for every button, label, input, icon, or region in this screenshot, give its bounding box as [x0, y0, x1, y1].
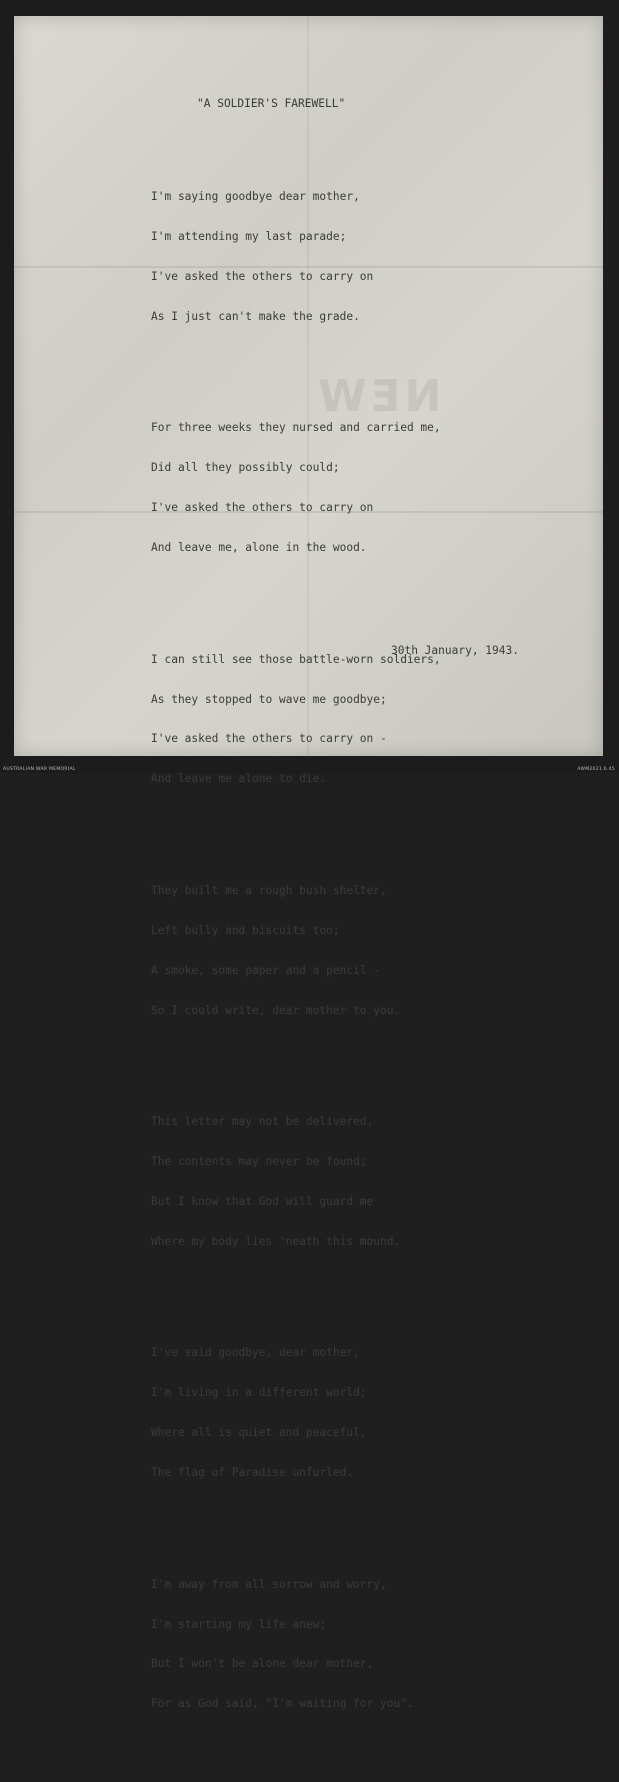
archive-caption-right: AWM2021.6.45	[577, 767, 615, 772]
archive-caption-left: AUSTRALIAN WAR MEMORIAL	[3, 767, 76, 772]
stanza	[151, 1320, 441, 1506]
poem-line: They built me a rough bush shelter,	[151, 883, 387, 897]
poem-line: I'm saying goodbye dear mother,	[151, 190, 360, 204]
poem-title: "A SOLDIER'S FAREWELL"	[197, 97, 346, 110]
stanza	[151, 395, 441, 581]
poem-line: The contents may never be found;	[151, 1155, 367, 1169]
poem-line: I can still see those battle-worn soldiers,	[151, 652, 441, 666]
poem-line: Where my body lies 'neath this mound.	[151, 1234, 401, 1248]
poem-line: As they stopped to wave me goodbye;	[151, 692, 387, 706]
bleed-through-watermark: NEW	[314, 371, 442, 422]
poem-line: For three weeks they nursed and carried me,	[151, 421, 441, 435]
poem-line: But I won't be alone dear mother,	[151, 1657, 374, 1671]
poem-line: I've said goodbye, dear mother,	[151, 1346, 360, 1360]
poem-line: But I know that God will guard me	[151, 1194, 374, 1208]
poem-line: As I just can't make the grade.	[151, 309, 360, 323]
poem-line: And leave me alone to die.	[151, 772, 327, 786]
poem-line: For as God said, "I'm waiting for you".	[151, 1697, 414, 1711]
poem-line: Did all they possibly could;	[151, 461, 340, 475]
poem-line: Left bully and biscuits too;	[151, 923, 340, 937]
stanza	[151, 857, 441, 1043]
poem-line: This letter may not be delivered,	[151, 1115, 374, 1129]
poem-line: A smoke, some paper and a pencil -	[151, 963, 381, 977]
poem-body	[151, 137, 441, 1782]
stanza	[151, 1551, 441, 1737]
poem-line: I'm living in a different world;	[151, 1386, 367, 1400]
poem-date: 30th January, 1943.	[391, 644, 519, 657]
poem-line: I've asked the others to carry on -	[151, 732, 387, 746]
poem-line: And leave me, alone in the wood.	[151, 541, 367, 555]
poem-line: The flag of Paradise unfurled.	[151, 1466, 354, 1480]
poem-line: So I could write, dear mother to you.	[151, 1003, 401, 1017]
poem-line: I'm attending my last parade;	[151, 230, 347, 244]
poem-line: I'm starting my life anew;	[151, 1617, 327, 1631]
stanza	[151, 1089, 441, 1275]
poem-line: I've asked the others to carry on	[151, 269, 374, 283]
poem-line: Where all is quiet and peaceful,	[151, 1426, 367, 1440]
poem-line: I've asked the others to carry on	[151, 501, 374, 515]
poem-line: I'm away from all sorrow and worry,	[151, 1577, 387, 1591]
stanza	[151, 164, 441, 350]
